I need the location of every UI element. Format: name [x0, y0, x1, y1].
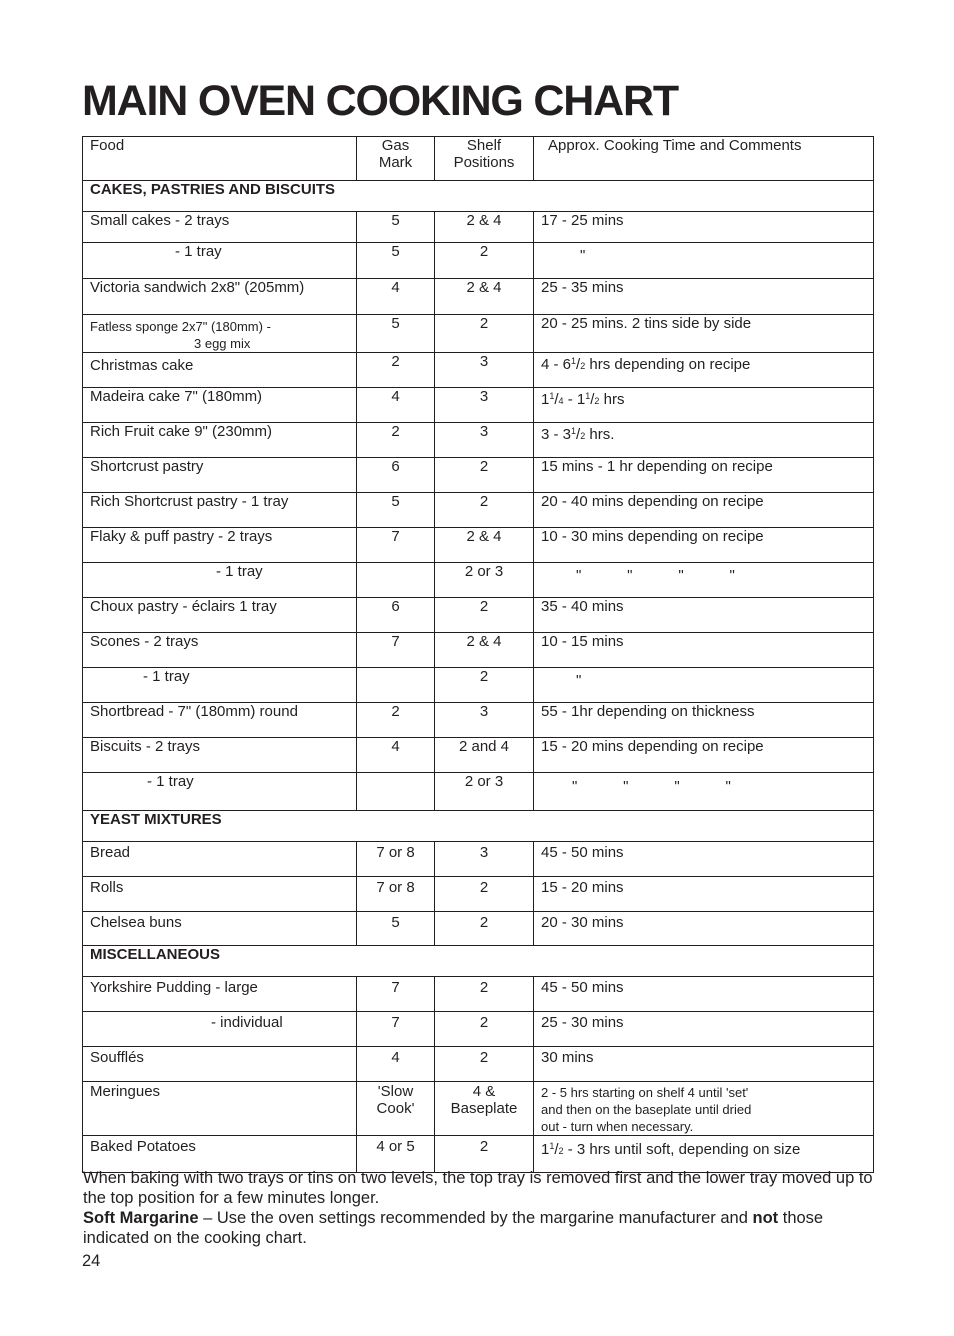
- shelf-cell: 4 & Baseplate: [435, 1082, 534, 1136]
- shelf-cell: 2: [435, 598, 534, 633]
- shelf-cell: 2: [435, 977, 534, 1012]
- table-row: [83, 912, 874, 946]
- food-cell: Choux pastry - éclairs 1 tray: [83, 598, 357, 633]
- shelf-cell: 2 & 4: [435, 212, 534, 243]
- shelf-cell: 2: [435, 912, 534, 946]
- time-cell: 25 - 35 mins: [534, 279, 874, 315]
- table-row: [83, 703, 874, 738]
- shelf-cell: 3: [435, 353, 534, 388]
- table-row: [83, 877, 874, 912]
- gas-cell: 4: [357, 738, 435, 773]
- food-cell: Biscuits - 2 trays: [83, 738, 357, 773]
- table-row: [83, 353, 874, 388]
- header-food: Food: [83, 137, 357, 181]
- time-cell: " " " ": [534, 563, 874, 598]
- time-cell: 30 mins: [534, 1047, 874, 1082]
- table-row: [83, 1012, 874, 1047]
- time-cell: 10 - 15 mins: [534, 633, 874, 668]
- table-row: [83, 738, 874, 773]
- header-gas-mark: Gas Mark: [357, 137, 435, 181]
- page-title: MAIN OVEN COOKING CHART: [82, 77, 678, 125]
- food-cell: Victoria sandwich 2x8" (205mm): [83, 279, 357, 315]
- food-cell: - 1 tray: [83, 668, 357, 703]
- gas-cell: 4 or 5: [357, 1136, 435, 1173]
- gas-cell: 5: [357, 243, 435, 279]
- gas-cell: 2: [357, 353, 435, 388]
- table-row: [83, 668, 874, 703]
- table-row: [83, 842, 874, 877]
- food-cell: Fatless sponge 2x7" (180mm) - 3 egg mix: [83, 315, 357, 353]
- shelf-cell: 2: [435, 493, 534, 528]
- table-row: [83, 563, 874, 598]
- time-cell: 15 mins - 1 hr depending on recipe: [534, 458, 874, 493]
- time-cell: 2 - 5 hrs starting on shelf 4 until 'set' and then on the baseplate until dried out - turn when necessary.: [534, 1082, 874, 1136]
- time-cell: 45 - 50 mins: [534, 977, 874, 1012]
- gas-cell: 7: [357, 977, 435, 1012]
- shelf-cell: 2: [435, 1047, 534, 1082]
- table-row: [83, 458, 874, 493]
- gas-cell: 4: [357, 279, 435, 315]
- shelf-cell: 2 & 4: [435, 279, 534, 315]
- time-cell: 20 - 30 mins: [534, 912, 874, 946]
- time-cell: $1^1/4 - 1^1/2$ hrs: [534, 388, 874, 423]
- table-row: [83, 388, 874, 423]
- food-cell: Flaky & puff pastry - 2 trays: [83, 528, 357, 563]
- shelf-cell: 2: [435, 668, 534, 703]
- gas-cell: 'Slow Cook': [357, 1082, 435, 1136]
- gas-cell: 7: [357, 633, 435, 668]
- section-heading-cakes: CAKES, PASTRIES AND BISCUITS: [83, 181, 874, 212]
- table-row: [83, 315, 874, 353]
- page-number: 24: [82, 1252, 101, 1270]
- food-cell: Rich Fruit cake 9" (230mm): [83, 423, 357, 458]
- time-cell: 20 - 25 mins. 2 tins side by side: [534, 315, 874, 353]
- time-cell: ": [534, 243, 874, 279]
- footer-notes: [83, 1168, 883, 1248]
- table-row: [83, 243, 874, 279]
- gas-cell: 7 or 8: [357, 842, 435, 877]
- shelf-cell: 2 & 4: [435, 633, 534, 668]
- section-heading-misc: MISCELLANEOUS: [83, 946, 874, 977]
- shelf-cell: 3: [435, 842, 534, 877]
- gas-cell: 4: [357, 388, 435, 423]
- food-cell: Chelsea buns: [83, 912, 357, 946]
- shelf-cell: 3: [435, 703, 534, 738]
- food-cell: Scones - 2 trays: [83, 633, 357, 668]
- food-cell: Yorkshire Pudding - large: [83, 977, 357, 1012]
- time-cell: 10 - 30 mins depending on recipe: [534, 528, 874, 563]
- food-cell: Meringues: [83, 1082, 357, 1136]
- time-cell: 17 - 25 mins: [534, 212, 874, 243]
- table-row: [83, 279, 874, 315]
- cooking-chart-table: [82, 136, 874, 1173]
- shelf-cell: 3: [435, 423, 534, 458]
- food-cell: Christmas cake: [83, 353, 357, 388]
- table-row: [83, 528, 874, 563]
- food-cell: Small cakes - 2 trays: [83, 212, 357, 243]
- gas-cell: 2: [357, 703, 435, 738]
- header-cooking-time: Approx. Cooking Time and Comments: [534, 137, 874, 181]
- header-shelf-positions: Shelf Positions: [435, 137, 534, 181]
- shelf-cell: 3: [435, 388, 534, 423]
- shelf-cell: 2: [435, 243, 534, 279]
- time-cell: $3 - 3^1/2$ hrs.: [534, 423, 874, 458]
- shelf-cell: 2 or 3: [435, 563, 534, 598]
- shelf-cell: 2 & 4: [435, 528, 534, 563]
- table-row: [83, 633, 874, 668]
- shelf-cell: 2 and 4: [435, 738, 534, 773]
- gas-cell: 7 or 8: [357, 877, 435, 912]
- table-row: [83, 598, 874, 633]
- table-row: [83, 423, 874, 458]
- gas-cell: 5: [357, 212, 435, 243]
- gas-cell: 4: [357, 1047, 435, 1082]
- table-row: [83, 493, 874, 528]
- table-row: [83, 1047, 874, 1082]
- food-cell: - 1 tray: [83, 773, 357, 811]
- shelf-cell: 2 or 3: [435, 773, 534, 811]
- food-cell: Rolls: [83, 877, 357, 912]
- time-cell: $4 - 6^1/2$ hrs depending on recipe: [534, 353, 874, 388]
- gas-cell: [357, 773, 435, 811]
- food-cell: Bread: [83, 842, 357, 877]
- table-row: [83, 1136, 874, 1173]
- time-cell: " " " ": [534, 773, 874, 811]
- gas-cell: 6: [357, 598, 435, 633]
- food-cell: Shortbread - 7" (180mm) round: [83, 703, 357, 738]
- table-row: [83, 1082, 874, 1136]
- gas-cell: 7: [357, 528, 435, 563]
- shelf-cell: 2: [435, 1136, 534, 1173]
- section-heading-yeast: YEAST MIXTURES: [83, 811, 874, 842]
- food-cell: Baked Potatoes: [83, 1136, 357, 1173]
- time-cell: 35 - 40 mins: [534, 598, 874, 633]
- gas-cell: 7: [357, 1012, 435, 1047]
- time-cell: 15 - 20 mins: [534, 877, 874, 912]
- food-cell: Soufflés: [83, 1047, 357, 1082]
- food-cell: - 1 tray: [83, 563, 357, 598]
- time-cell: ": [534, 668, 874, 703]
- shelf-cell: 2: [435, 877, 534, 912]
- gas-cell: 2: [357, 423, 435, 458]
- food-cell: Shortcrust pastry: [83, 458, 357, 493]
- gas-cell: 5: [357, 493, 435, 528]
- time-cell: 15 - 20 mins depending on recipe: [534, 738, 874, 773]
- table-row: [83, 977, 874, 1012]
- gas-cell: 6: [357, 458, 435, 493]
- time-cell: $1^1/2 - 3$ hrs until soft, depending on size: [534, 1136, 874, 1173]
- time-cell: 45 - 50 mins: [534, 842, 874, 877]
- food-cell: Rich Shortcrust pastry - 1 tray: [83, 493, 357, 528]
- table-row: [83, 212, 874, 243]
- time-cell: 55 - 1hr depending on thickness: [534, 703, 874, 738]
- footer-note-two-trays: When baking with two trays or tins on two levels, the top tray is removed first and the lower tray moved up to the top position for a few minutes longer.: [83, 1169, 873, 1207]
- gas-cell: [357, 563, 435, 598]
- time-cell: 25 - 30 mins: [534, 1012, 874, 1047]
- gas-cell: 5: [357, 912, 435, 946]
- time-cell: 20 - 40 mins depending on recipe: [534, 493, 874, 528]
- footer-note-margarine: Soft Margarine – Use the oven settings recommended by the margarine manufacturer and not those indicated on the cooking chart.: [83, 1209, 824, 1247]
- food-cell: - 1 tray: [83, 243, 357, 279]
- table-header-row: [83, 137, 874, 181]
- shelf-cell: 2: [435, 458, 534, 493]
- gas-cell: [357, 668, 435, 703]
- food-cell: - individual: [83, 1012, 357, 1047]
- shelf-cell: 2: [435, 1012, 534, 1047]
- food-cell: Madeira cake 7" (180mm): [83, 388, 357, 423]
- gas-cell: 5: [357, 315, 435, 353]
- shelf-cell: 2: [435, 315, 534, 353]
- table-row: [83, 773, 874, 811]
